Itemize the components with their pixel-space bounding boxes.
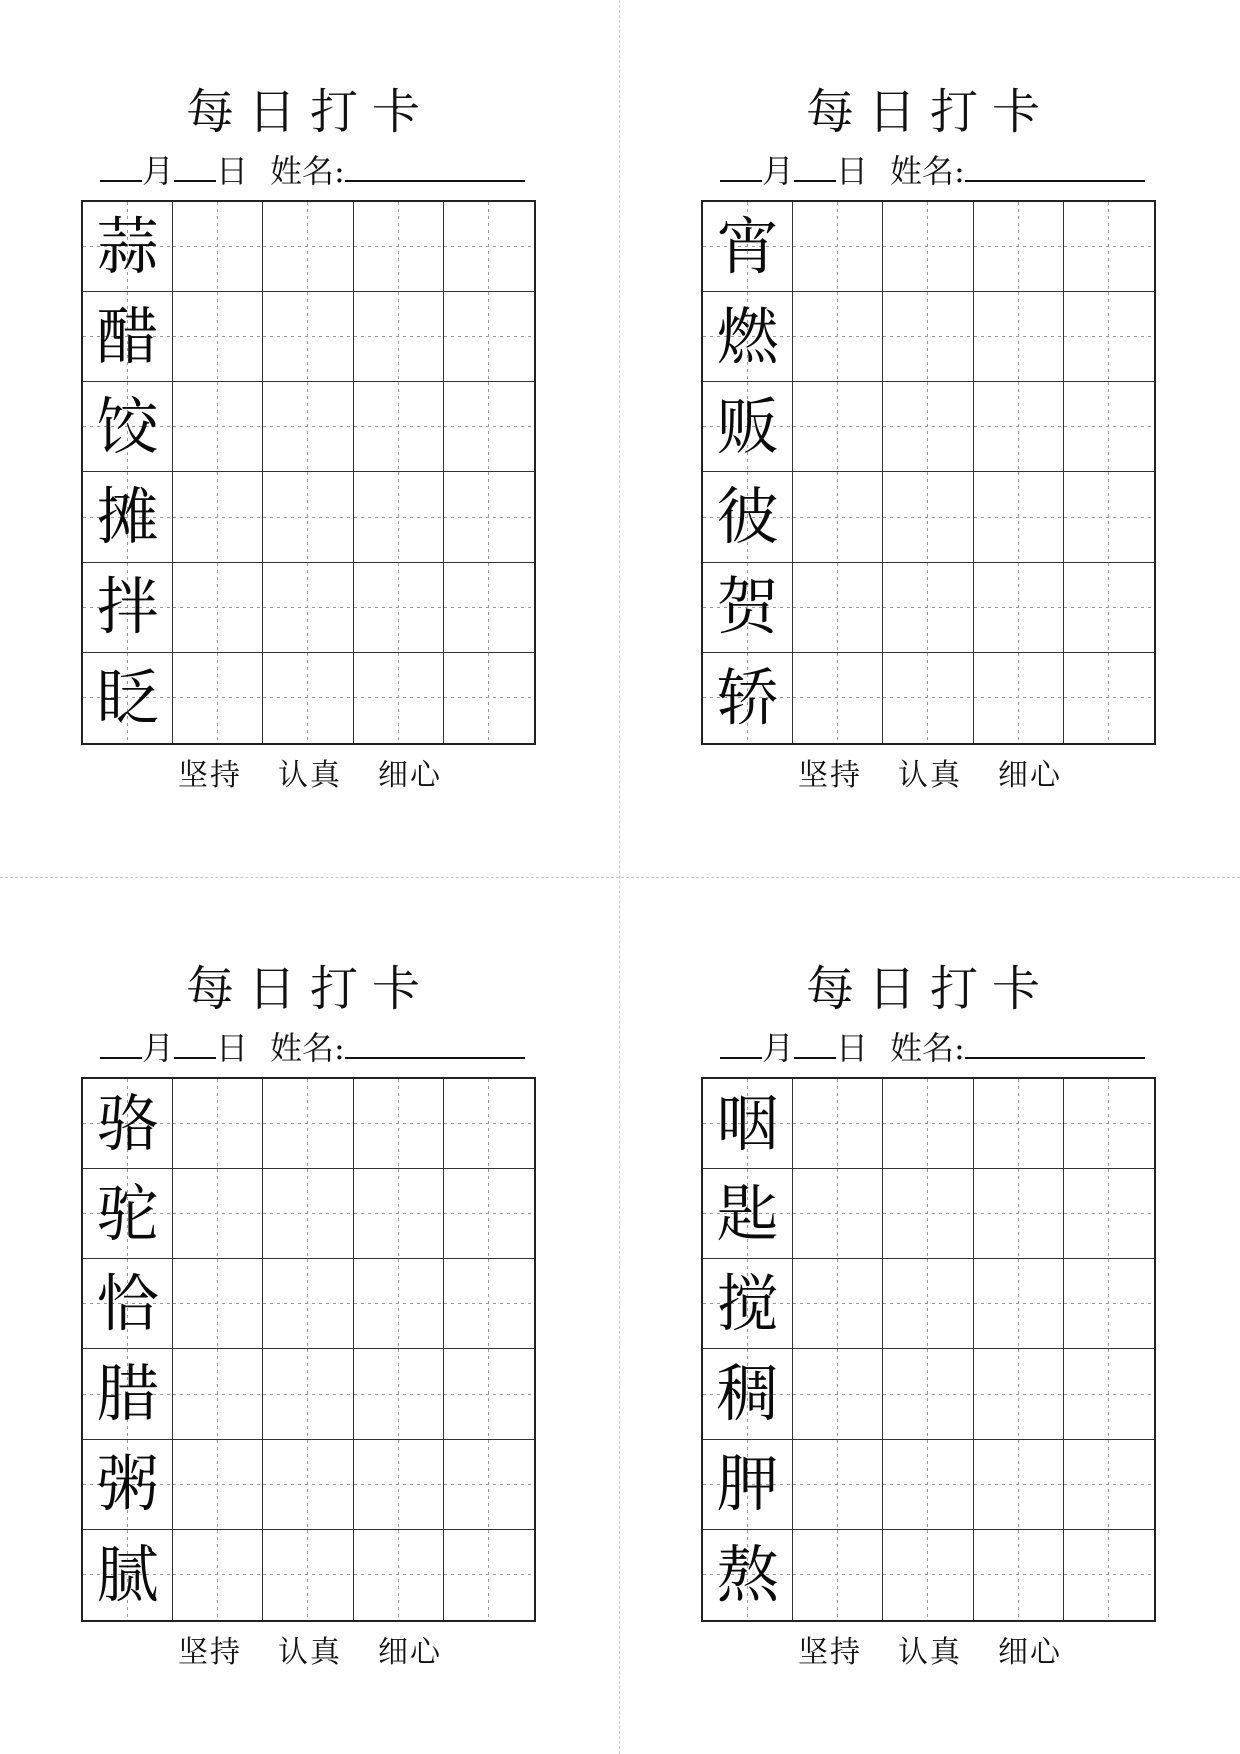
model-character-cell[interactable] [83,1169,173,1259]
practice-cell[interactable] [354,1079,444,1169]
model-character: 咽 [716,1086,779,1160]
writing-grid [701,1077,1156,1622]
motto-word: 细心 [378,1635,442,1670]
model-character: 燃 [716,299,779,373]
model-character-cell[interactable] [703,653,793,743]
model-character: 彼 [716,480,779,554]
motto-word: 认真 [278,1635,342,1670]
name-blank[interactable] [345,150,525,182]
practice-cell[interactable] [1064,653,1154,743]
model-character-cell[interactable] [83,292,173,382]
model-character-cell[interactable] [703,292,793,382]
practice-cell[interactable] [883,1440,973,1530]
practice-cell[interactable] [974,1079,1064,1169]
model-character: 眨 [96,660,159,734]
model-character-cell[interactable] [703,382,793,472]
card-title: 每日打卡 [185,961,434,1017]
model-character: 熬 [716,1537,779,1611]
motto-line [0,1635,620,1671]
practice-cell[interactable] [1064,1530,1154,1620]
model-character-cell[interactable] [703,1530,793,1620]
model-character: 恰 [96,1266,159,1340]
motto-line [620,1635,1240,1671]
practice-card [620,0,1240,877]
practice-cell[interactable] [974,1530,1064,1620]
practice-cell[interactable] [883,1530,973,1620]
practice-cell[interactable] [883,1079,973,1169]
practice-cell[interactable] [173,1440,263,1530]
practice-cell[interactable] [1064,563,1154,653]
practice-cell[interactable] [883,382,973,472]
model-character: 骆 [96,1086,159,1160]
month-label: 月 [142,152,175,190]
model-character-cell[interactable] [83,563,173,653]
practice-cell[interactable] [444,1530,534,1620]
model-character-cell[interactable] [703,1349,793,1439]
practice-card [0,0,620,877]
practice-cell[interactable] [173,382,263,472]
practice-cell[interactable] [974,292,1064,382]
card-title: 每日打卡 [805,84,1054,140]
practice-cell[interactable] [793,202,883,292]
practice-cell[interactable] [263,1440,353,1530]
date-name-line [720,150,1145,190]
model-character: 粥 [96,1447,159,1521]
model-character: 蒜 [96,209,159,283]
day-blank[interactable] [794,1027,836,1059]
model-character-cell[interactable] [83,1079,173,1169]
model-character-cell[interactable] [703,1169,793,1259]
motto-word: 细心 [998,1635,1062,1670]
practice-cell[interactable] [883,653,973,743]
day-blank[interactable] [174,150,216,182]
practice-cell[interactable] [1064,1169,1154,1259]
practice-cell[interactable] [1064,292,1154,382]
practice-cell[interactable] [974,1349,1064,1439]
practice-cell[interactable] [354,563,444,653]
model-character-cell[interactable] [83,1440,173,1530]
model-character: 腊 [96,1357,159,1431]
motto-word: 坚持 [798,1635,862,1670]
practice-cell[interactable] [263,472,353,562]
practice-cell[interactable] [173,1079,263,1169]
card-title: 每日打卡 [185,84,434,140]
practice-cell[interactable] [444,1349,534,1439]
date-name-line [720,1027,1145,1067]
practice-cell[interactable] [263,1259,353,1349]
practice-cell[interactable] [263,653,353,743]
model-character-cell[interactable] [703,1079,793,1169]
day-label: 日 [216,1029,249,1067]
date-name-line [100,150,525,190]
day-blank[interactable] [794,150,836,182]
name-label: 姓名: [890,152,965,190]
model-character: 胛 [716,1447,779,1521]
model-character: 搅 [716,1266,779,1340]
motto-word: 认真 [278,758,342,793]
model-character: 匙 [716,1176,779,1250]
model-character: 轿 [716,660,779,734]
practice-cell[interactable] [793,1259,883,1349]
motto-word: 细心 [378,758,442,793]
practice-cell[interactable] [173,563,263,653]
month-blank[interactable] [720,150,762,182]
practice-cell[interactable] [263,563,353,653]
practice-cell[interactable] [354,653,444,743]
model-character-cell[interactable] [83,1259,173,1349]
month-label: 月 [762,1029,795,1067]
model-character-cell[interactable] [83,1349,173,1439]
motto-word: 坚持 [178,758,242,793]
month-blank[interactable] [720,1027,762,1059]
practice-cell[interactable] [444,563,534,653]
practice-cell[interactable] [354,1440,444,1530]
practice-cell[interactable] [354,1349,444,1439]
practice-cell[interactable] [173,653,263,743]
practice-cell[interactable] [263,292,353,382]
practice-cell[interactable] [263,382,353,472]
model-character: 贺 [716,570,779,644]
practice-cell[interactable] [263,1079,353,1169]
practice-cell[interactable] [263,202,353,292]
practice-cell[interactable] [793,1169,883,1259]
card-title: 每日打卡 [805,961,1054,1017]
day-blank[interactable] [174,1027,216,1059]
practice-cell[interactable] [1064,1349,1154,1439]
practice-cell[interactable] [974,563,1064,653]
model-character: 贩 [716,389,779,463]
motto-word: 认真 [898,1635,962,1670]
practice-cell[interactable] [263,1349,353,1439]
practice-cell[interactable] [793,653,883,743]
model-character-cell[interactable] [83,472,173,562]
motto-line [620,758,1240,794]
practice-cell[interactable] [883,472,973,562]
practice-cell[interactable] [173,1530,263,1620]
practice-cell[interactable] [1064,1259,1154,1349]
name-blank[interactable] [965,1027,1145,1059]
practice-cell[interactable] [793,1079,883,1169]
practice-cell[interactable] [793,1440,883,1530]
model-character: 稠 [716,1357,779,1431]
date-name-line [100,1027,525,1067]
practice-cell[interactable] [974,1259,1064,1349]
practice-cell[interactable] [793,1530,883,1620]
practice-cell[interactable] [793,382,883,472]
practice-cell[interactable] [444,382,534,472]
practice-cell[interactable] [883,1169,973,1259]
practice-cell[interactable] [444,653,534,743]
practice-cell[interactable] [883,202,973,292]
practice-cell[interactable] [173,1349,263,1439]
practice-cell[interactable] [1064,1440,1154,1530]
practice-cell[interactable] [444,292,534,382]
practice-cell[interactable] [793,472,883,562]
practice-cell[interactable] [444,1259,534,1349]
model-character: 摊 [96,480,159,554]
practice-cell[interactable] [444,202,534,292]
practice-cell[interactable] [173,292,263,382]
practice-cell[interactable] [1064,382,1154,472]
practice-cell[interactable] [444,1440,534,1530]
practice-cell[interactable] [173,202,263,292]
model-character-cell[interactable] [703,472,793,562]
practice-card [620,877,1240,1754]
practice-cell[interactable] [354,472,444,562]
practice-cell[interactable] [444,1169,534,1259]
practice-cell[interactable] [793,292,883,382]
practice-cell[interactable] [173,1259,263,1349]
model-character-cell[interactable] [83,1530,173,1620]
practice-cell[interactable] [974,202,1064,292]
practice-cell[interactable] [793,1349,883,1439]
practice-cell[interactable] [974,1169,1064,1259]
motto-word: 认真 [898,758,962,793]
writing-grid [81,200,536,745]
practice-cell[interactable] [974,653,1064,743]
month-label: 月 [762,152,795,190]
practice-cell[interactable] [974,382,1064,472]
model-character-cell[interactable] [703,563,793,653]
name-blank[interactable] [965,150,1145,182]
practice-cell[interactable] [1064,1079,1154,1169]
practice-cell[interactable] [354,1530,444,1620]
model-character-cell[interactable] [703,202,793,292]
practice-cell[interactable] [263,1530,353,1620]
model-character: 腻 [96,1537,159,1611]
day-label: 日 [216,152,249,190]
practice-cell[interactable] [883,292,973,382]
name-blank[interactable] [345,1027,525,1059]
writing-grid [701,200,1156,745]
month-blank[interactable] [100,150,142,182]
writing-grid [81,1077,536,1622]
practice-cell[interactable] [354,1169,444,1259]
practice-cell[interactable] [974,472,1064,562]
practice-cell[interactable] [883,1259,973,1349]
practice-cell[interactable] [263,1169,353,1259]
motto-word: 坚持 [798,758,862,793]
name-label: 姓名: [270,152,345,190]
month-label: 月 [142,1029,175,1067]
name-label: 姓名: [890,1029,965,1067]
model-character-cell[interactable] [83,653,173,743]
model-character-cell[interactable] [703,1259,793,1349]
month-blank[interactable] [100,1027,142,1059]
practice-cell[interactable] [883,563,973,653]
practice-cell[interactable] [354,202,444,292]
name-label: 姓名: [270,1029,345,1067]
practice-cell[interactable] [444,1079,534,1169]
motto-line [0,758,620,794]
practice-cell[interactable] [173,1169,263,1259]
practice-cell[interactable] [354,292,444,382]
day-label: 日 [836,1029,869,1067]
practice-cell[interactable] [1064,202,1154,292]
practice-cell[interactable] [974,1440,1064,1530]
practice-cell[interactable] [444,472,534,562]
model-character-cell[interactable] [83,382,173,472]
practice-cell[interactable] [1064,472,1154,562]
day-label: 日 [836,152,869,190]
model-character: 饺 [96,389,159,463]
model-character: 宵 [716,209,779,283]
model-character-cell[interactable] [83,202,173,292]
practice-cell[interactable] [793,563,883,653]
practice-cell[interactable] [883,1349,973,1439]
model-character: 拌 [96,570,159,644]
practice-cell[interactable] [173,472,263,562]
practice-card [0,877,620,1754]
motto-word: 坚持 [178,1635,242,1670]
model-character: 驼 [96,1176,159,1250]
model-character-cell[interactable] [703,1440,793,1530]
practice-cell[interactable] [354,1259,444,1349]
practice-cell[interactable] [354,382,444,472]
motto-word: 细心 [998,758,1062,793]
model-character: 醋 [96,299,159,373]
